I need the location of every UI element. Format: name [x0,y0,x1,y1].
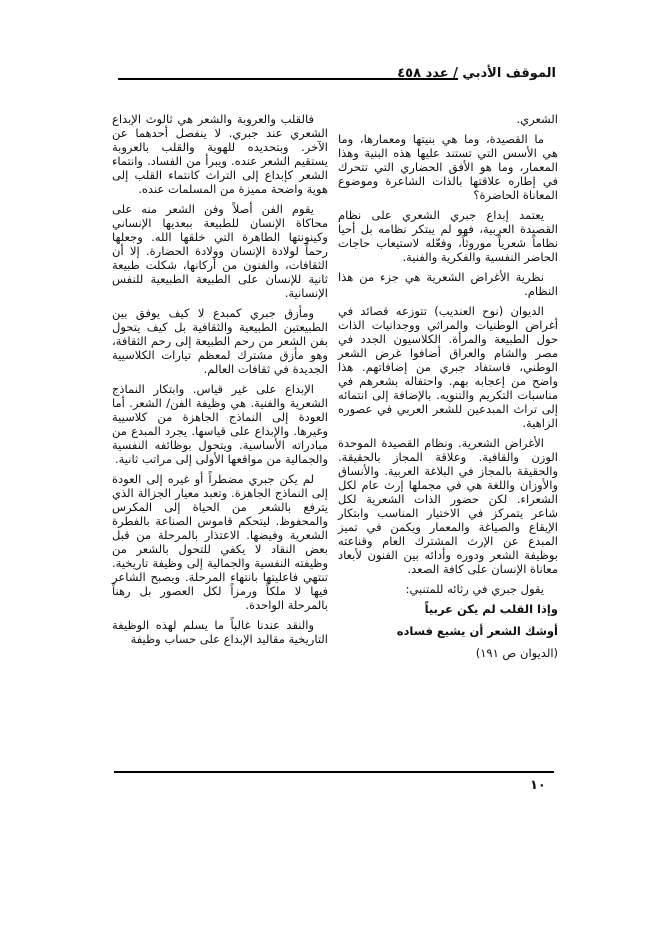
paragraph: ما القصيدة، وما هي بنيتها ومعمارها، وما هي الأسس التي تستند عليها هذه البنية وهذا المعمار، وما هو الأفق الحضاري التي تتحرك في إطاره علاقتها بالذات الشاعرة وموضوع المعاناة الحاضرة؟ [338,132,558,202]
paragraph: الشعري. [516,112,558,126]
poem-verse: وإذا القلب لم يكن عربياً [424,602,558,616]
left-column [112,112,328,652]
page-number: ١٠ [530,778,546,793]
paragraph: يقوم الفن أصلاً وفن الشعر منه على محاكاة الإنسان للطبيعة ببعديها الإنساني وكينونتها الطاهرة التي خلقها الله. وجعلها رحماً لولادة الإنسان وولادة الحضارة. إلا أن الثقافات، والفنون من أركانها، شكلت طبيعة ثانية للإنسان على الطبيعة الطبيعية للنفس الإنسانية. [112,202,328,300]
paragraph: لم يكن جبري مضطراً أو غيره إلى العودة إلى النماذج الجاهزة. وتعبد معيار الجزالة الذي يترفع بالشعر من الحياة إلى المكرس والمحفوظ. ليتحكم قاموس الصناعة بالفطرة الشعرية وفيضها. الاعتذار بالمرحلة من قبل بعض النقاد لا يكفي للتحول بالشعر من وظيفته النفسية والجمالية إلى وظيفة تاريخية. تنتهي فاعليتها بانتهاء المرحلة. ويصبح الشاعر فيها لا ملكاً ورمزاً لكل العصور بل رهناً بالمرحلة الواحدة. [112,472,328,612]
paragraph: والنقد عندنا غالباً ما يسلم لهذه الوظيفة التاريخية مقاليد الإبداع على حساب وظيفة [112,618,328,646]
paragraph: يقول جبري في رثائه للمتنبي: [405,582,544,596]
paragraph: الإبداع على غير قياس. وابتكار النماذج الشعرية والفنية. هي وظيفة الفن/ الشعر. أما العودة إلى النماذج الجاهزة من كلاسيية وغيرها. والإبداع على قياسها. يجرد المبدع من مبادراته الأساسية. ويتحول بوظائفه النفسية والجمالية من مواقعها الأولى إلى مراتب ثانية. [112,382,328,466]
paragraph: الأغراض الشعرية. ونظام القصيدة الموحدة الوزن والقافية. وعلاقة المجاز بالحقيقة. والحقيقة بالمجاز في البلاغة العربية. والأنساق والأوزان واللغة هي في مجملها إرث عام لكل الشعراء. لكن حضور الذات الشعرية لكل شاعر يتمركز في الاختيار المناسب وابتكار الإيقاع والصياغة والمعمار ويكمن في تميز المبدع عن الإرث المشترك العام وقناعته بوظيفة الشعر ودوره وأدائه بين الفنون لأبعاد معاناة الإنسان على كافة الصعد. [338,436,558,576]
header-rule [118,78,458,80]
citation: (الديوان ص ١٩١) [475,646,558,660]
journal-header-title: الموقف الأدبي / عدد ٤٥٨ [397,66,556,81]
footer-rule [114,771,554,773]
paragraph: ومأزق جبري كمبدع لا كيف يوفق بين الطبيعتين الطبيعية والثقافية بل كيف يتحول بفن الشعر من رحم الطبيعة إلى رحم الثقافة، وهو مأزق مشترك لمعظم تيارات الكلاسيية الجديدة في ثقافات العالم. [112,306,328,376]
paragraph: نظرية الأغراض الشعرية هي جزء من هذا النظام. [338,270,558,298]
right-column [338,112,558,666]
paragraph: فالقلب والعروبة والشعر هي ثالوث الإبداع الشعري عند جبري. لا ينفصل أحدهما عن الآخر. وبتحديده للهوية والقلب بالعروبة يستقيم الشعر عنده. ويبرأ من الفساد. وانتماء الشعر كإبداع إلى التراث كانتماء القلب إلى هوية واضحة مميزة من المسلمات عنده. [112,112,328,196]
poem-verse: أوشك الشعر أن يشيع فساده [396,624,558,638]
paragraph: الديوان (نوح العنديب) تتوزعه قصائد في أغراض الوطنيات والمراثي ووجدانيات الذات حول الطبيعة والمرأة. الكلاسيون الجدد في مصر والشام والعراق أضافوا غرض الشعر الوطني، فاستفاد جبري من إضافاتهم. هذا واضح من إعجابه بهم. واحتفاله بشعرهم في مناسبات التكريم والتنويه. بالإضافة إلى انتمائه إلى تراث المبدعين للشعر العربي في عصوره الزاهية. [338,304,558,430]
paragraph: يعتمد إبداع جبري الشعري على نظام القصيدة العربية، فهو لم يبتكر نظامه بل أحيا نظاماً شعرياً موروثاً، وفعّله لاستيعاب حاجات الحاضر النفسية والفكرية والفنية. [338,208,558,264]
